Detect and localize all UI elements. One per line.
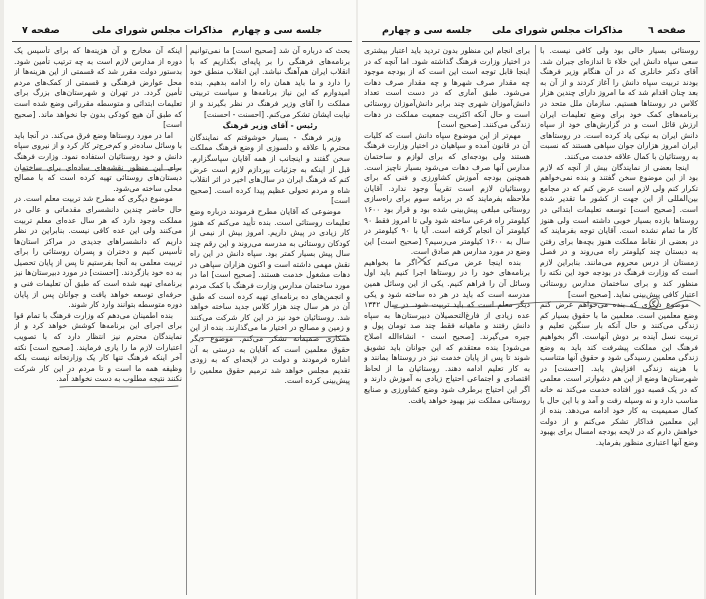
page-seven <box>4 0 356 599</box>
column-right <box>540 46 698 594</box>
paragraph: موضوع دیگری که بنده می‌خواهم عرض کنم وضع معلمین است. معلمین ما با حقوق بسیار کم زندگی می‌کنند و حال آنکه بار سنگین تعلیم و تربیت نسل آینده بر دوش آنهاست. اگر بخواهیم فرهنگ این مملکت پیشرفت کند باید به وضع زندگی معلمین رسیدگی شود و حقوق آنها متناسب با هزینه زندگی افزایش یابد. [احسنت] در شهرستان‌ها وضع از این هم دشوارتر است. معلمی که در یک قصبه دور افتاده خدمت می‌کند نه خانه مناسب دارد و نه وسیله رفت و آمد و با این حال با کمال صمیمیت به کار خود ادامه می‌دهد. بنده از این معلمین فداکار تشکر می‌کنم و از دولت خواهش دارم که در لایحه بودجه امسال برای بهبود وضع آنها اعتباری منظور بفرماید. <box>540 300 698 447</box>
column-left <box>364 46 530 594</box>
header-rule <box>12 41 352 42</box>
paragraph: موضوعی که آقایان مطرح فرمودند درباره وضع تعلیمات روستائی است. بنده تأیید می‌کنم که هنوز کار زیادی در پیش داریم. امروز بیش از نیمی از کودکان روستائی به مدرسه می‌روند و این رقم چند سال پیش بسیار کمتر بود. سپاه دانش در این راه نقش مهمی داشته است و اکنون هزاران سپاهی در دهات مشغول خدمت هستند. [صحیح است] اما در مورد ساختمان مدارس وزارت فرهنگ با کمک مردم و انجمن‌های ده برنامه‌ای تهیه کرده است که طبق آن در هر سال چند هزار کلاس جدید ساخته خواهد شد. روستائیان خود نیز در این کار شرکت می‌کنند و زمین و مصالح در اختیار ما می‌گذارند. بنده از این همکاری صمیمانه تشکر می‌کنم. موضوع دیگر حقوق معلمین است که آقایان به درستی به آن اشاره فرمودند و دولت در لایحه‌ای که به زودی تقدیم مجلس خواهد شد ترمیم حقوق معلمین را پیش‌بینی کرده است. <box>190 206 350 386</box>
session-title: جلسه سی و چهارم <box>232 25 323 36</box>
paragraph: بحث که درباره آن شد [صحیح است] ما نمی‌توانیم برنامه‌های فرهنگی را بر پایه‌ای بگذاریم که با انقلاب ایران هم‌آهنگ نباشد. این انقلاب منطق خود را دارد و ما باید همان راه را ادامه بدهیم. بنده امیدوارم که این نیاز برنامه‌ها و سیاست تربیتی مملکت را آقای وزیر فرهنگ در نظر بگیرند و از نیابت ایشان تشکر می‌کنم. [احسنت - احسنت] <box>190 46 350 119</box>
page-number: صفحه ٦ <box>648 25 686 36</box>
paragraph: اینکه آن مخارج و آن هزینه‌ها که برای تأسیس یک دوره از مدارس لازم است به چه ترتیب تأمین شود. بدستور دولت مقرر شد که قسمتی از این هزینه‌ها از محل عوارض فرهنگی و قسمتی از کمک‌های مردم تأمین گردد. در تهران و شهرستان‌های بزرگ برای تعلیمات ابتدائی و متوسطه مقرراتی وضع شده است که طبق آن هیچ کودکی بدون جا نخواهد ماند. [صحیح است] <box>14 46 182 130</box>
column-divider <box>186 45 187 595</box>
publication-title: مذاکرات مجلس شورای ملی <box>492 25 623 36</box>
header-rule <box>362 41 700 42</box>
column-divider <box>535 45 536 595</box>
speaker-heading: رئیس - آقای وزیر فرهنگ <box>222 121 318 131</box>
page-number: صفحه ٧ <box>22 25 60 36</box>
paragraph: برای انجام این منظور بدون تردید باید اعتبار بیشتری در اختیار وزارت فرهنگ گذاشته شود. اما آنچه که در اینجا قابل توجه است این است که از بودجه موجود چه مقدار صرف شهرها و چه مقدار صرف دهات می‌شود. طبق آماری که در دست است تعداد دانش‌آموزان شهری چند برابر دانش‌آموزان روستائی است و حال آنکه اکثریت جمعیت مملکت در دهات زندگی می‌کنند. [صحیح است] <box>364 46 530 130</box>
publication-title: مذاکرات مجلس شورای ملی <box>92 25 223 36</box>
paragraph: روستائی بسیار خالی بود ولی کافی نیست. با سعی سپاه دانش این خلاء تا اندازه‌ای جبران شد. آقای دکتر خانلری که در آن هنگام وزیر فرهنگ بودند تربیت سپاه دانش را آغاز کردند و از آن به بعد چنان اقدام شد که ما امروز دارای چندین هزار کلاس در روستاها هستیم. سازمان ملل متحد در برنامه‌های کمک خود برای وضع تعلیمات ایران ارزش قائل است و در گزارش‌های خود از سپاه دانش ایران به نیکی یاد کرده است. در روستاهای ایران امروز هزاران جوان سپاهی هستند که نسبت به روستائیان با کمال علاقه خدمت می‌کنند. <box>540 46 698 161</box>
paragraph: وزیر فرهنگ - بسیار خوشوقتم که نمایندگان محترم با علاقه و دلسوزی از وضع فرهنگ مملکت سخن گفتند و اینجانب از همه آقایان سپاسگزارم. قبل از اینکه به جزئیات بپردازم لازم است عرض کنم که فرهنگ ایران در سال‌های اخیر در اثر انقلاب شاه و مردم تحولی عظیم پیدا کرده است. [صحیح است] <box>190 132 350 206</box>
column-right <box>190 46 350 594</box>
paragraph: اینجا بعضی از نمایندگان بیش از آنچه که لازم بود از این موضوع سخن گفتند و بنده نمی‌خواهم تکرار کنم ولی لازم است عرض کنم که در مجامع بین‌المللی از این جهت از کشور ما تقدیر شده است. [صحیح است] توسعه تعلیمات ابتدائی در روستاها بازده بسیار خوبی داشته است ولی هنوز کار ما تمام نشده است. آقایان توجه بفرمایند که در بعضی از نقاط مملکت هنوز بچه‌ها برای رفتن به دبستان چند کیلومتر راه می‌روند و در فصل زمستان از درس محروم می‌مانند. بنابراین لازم است که وزارت فرهنگ در بودجه خود این نکته را منظور کند و برای ساختمان مدارس روستائی اعتبار کافی پیش‌بینی نماید. [صحیح است] <box>540 162 698 299</box>
paragraph: بنده اینجا عرض می‌کنم که اگر ما بخواهیم برنامه‌های خود را در روستاها اجرا کنیم باید اول وسائل آن را فراهم کنیم. یکی از این وسائل همین مدرسه است که باید در هر ده ساخته شود و یکی دیگر معلم است که باید تربیت شود. در سال ۱۳۴۲ عده زیادی از فارغ‌التحصیلان دبیرستان‌ها به سپاه دانش رفتند و ماهیانه فقط چند صد تومان پول و جیره می‌گیرند. [صحیح است - انشاءالله اصلاح می‌شود] بنده معتقدم که این جوانان باید تشویق شوند تا پس از پایان خدمت نیز در روستاها بمانند و به کار تعلیم ادامه دهند. روستائیان ما از لحاظ اقتصادی و اجتماعی احتیاج زیادی به آموزش دارند و اگر این احتیاج برطرف شود وضع کشاورزی و صنایع روستائی مملکت نیز بهبود خواهد یافت. <box>364 257 530 405</box>
column-left <box>14 46 182 594</box>
paragraph: مهم‌تر از این موضوع سپاه دانش است که کلیات آن در قانون آمده و سپاهیان در اختیار وزارت فرهنگ هستند ولی بودجه‌ای که برای لوازم و ساختمان مدارس آنها صرف دهات می‌شود بسیار ناچیز است. همچنین بودجه آموزش کشاورزی و فنی که برای روستائیان لازم است تقریباً وجود ندارد. آقایان ملاحظه بفرمایند که در برنامه سوم برای راه‌سازی روستائی مبلغی پیش‌بینی شده بود و قرار بود ۱۶۰۰ کیلومتر راه فرعی ساخته شود ولی تا امروز فقط ۹۰ کیلومتر آن انجام گرفته است. آیا با ۹۰ کیلومتر در سال به ۱۶۰۰ کیلومتر می‌رسیم؟ [صحیح است] این وضع در مورد مدارس هم صادق است. <box>364 130 530 257</box>
session-title: جلسه سی و چهارم <box>382 25 473 36</box>
paragraph: موضوع دیگری که مطرح شد تربیت معلم است. در حال حاضر چندین دانشسرای مقدماتی و عالی در مملکت وجود دارد که هر سال عده‌ای معلم تربیت می‌کنند ولی این عده کافی نیست. بنابراین در نظر داریم که دانشسراهای جدیدی در مراکز استان‌ها تأسیس کنیم و دختران و پسران روستائی را برای تربیت معلمی به آنجا بفرستیم تا پس از پایان تحصیل به ده خود بازگردند. [احسنت] در مورد دبیرستان‌ها نیز برنامه‌ای تهیه شده است که طبق آن تعلیمات فنی و حرفه‌ای توسعه خواهد یافت و جوانان پس از پایان دوره متوسطه بتوانند وارد کار شوند. <box>14 194 182 310</box>
paragraph: بنده اطمینان می‌دهم که وزارت فرهنگ با تمام قوا برای اجرای این برنامه‌ها کوشش خواهد کرد و از نمایندگان محترم نیز انتظار دارد که با تصویب اعتبارات لازم ما را یاری فرمایند. [صحیح است] نکته آخر اینکه فرهنگ تنها کار یک وزارتخانه نیست بلکه وظیفه همه ما است و تا مردم در این کار شرکت نکنند نتیجه مطلوب به دست نخواهد آمد. <box>14 310 182 384</box>
paragraph: اما در مورد روستاها وضع فرق می‌کند. در آنجا باید با وسائل ساده‌تر و کم‌خرج‌تر کار کرد و از نیروی سپاه دانش و خود روستائیان استفاده نمود. وزارت فرهنگ برای این منظور نقشه‌های ساده‌ای برای ساختمان دبستان‌های روستائی تهیه کرده است که با مصالح محلی ساخته می‌شود. <box>14 130 182 193</box>
page-six <box>358 0 704 599</box>
